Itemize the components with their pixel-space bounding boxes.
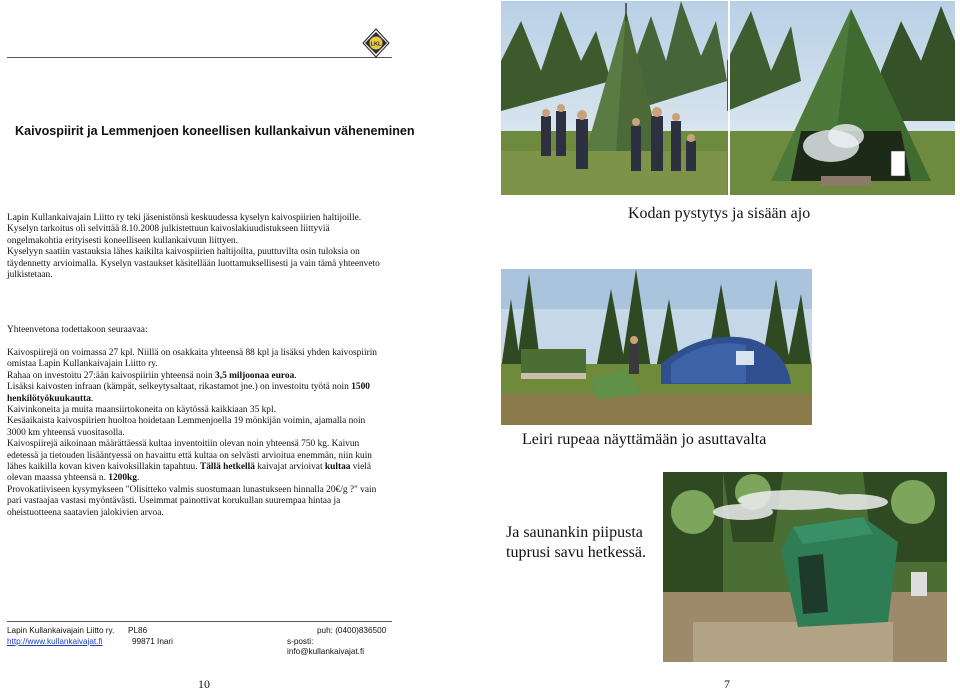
- summary-heading: Yhteenvetona todettakoon seuraavaa:: [7, 325, 148, 335]
- summary-line: Lisäksi kaivosten infraan (kämpät, selkeytysaltaat, rikastamot jne.) on investoitu työtä noin 1500: [7, 382, 370, 393]
- summary-line: Kaivospiirejä aikoinaan määrättäessä kultaa inventoitiin olevan noin yhteensä 750 kg. Kaivun: [7, 439, 360, 450]
- intro-line: Lapin Kullankaivajain Liitto ry teki jäsenistönsä keskuudessa kyselyn kaivospiirien haltijoille.: [7, 213, 362, 223]
- summary-line: Kesäaikaista kaivospiirien huoltoa hoidetaan Lemmenjoella 19 mönkijän voimin, ajamalla noin: [7, 416, 366, 427]
- summary-line: Rahaa on investoitu 27:ään kaivospiiriin yhteensä noin 3,5 miljoonaa euroa.: [7, 370, 297, 381]
- left-page: [0, 0, 480, 691]
- intro-line: täydennetty arvioimalla. Kyselyn vastaukset käsitellään luottamuksellisesti ja vain tämä yhteenveto: [7, 258, 380, 269]
- caption-sauna-line: Ja saunankin piipusta: [506, 524, 643, 541]
- footer-org: Lapin Kullankaivajain Liitto ry.: [7, 626, 115, 635]
- intro-line: Kyselyyn saatiin vastauksia lähes kaikilta kaivospiirien haltijoilta, puuttuvilta osin tuloksia on: [7, 247, 360, 258]
- summary-line: olevan maassa yhteensä n. 1200kg.: [7, 473, 140, 484]
- summary-body: [7, 348, 392, 519]
- caption-sauna: [504, 522, 648, 564]
- photo-camp: [501, 269, 812, 425]
- footer-phone: puh: (0400)836500: [317, 626, 387, 635]
- page-footer: [7, 626, 392, 656]
- page-number-right: 7: [724, 677, 730, 691]
- article-title: Kaivospiirit ja Lemmenjoen koneellisen kullankaivun väheneminen: [15, 124, 415, 138]
- lkl-logo: [362, 28, 390, 58]
- summary-line: Kaivospiirejä on voimassa 27 kpl. Niillä on osakkaita yhteensä 88 kpl ja lisäksi yhden kaivospiirin: [7, 348, 377, 358]
- intro-line: ongelmakohtia erityisesti koneelliseen kullankaivuun liittyen.: [7, 235, 238, 246]
- right-page: [480, 0, 960, 691]
- intro-line: julkistetaan.: [7, 270, 53, 281]
- photo-sauna: [663, 472, 947, 662]
- summary-line: henkilötyökuukautta.: [7, 393, 94, 404]
- summary-line: Kaivinkoneita ja muita maansiirtokoneita on käytössä kaikkiaan 35 kpl.: [7, 405, 276, 416]
- caption-sauna-line: tuprusi savu hetkessä.: [506, 544, 646, 561]
- summary-line: omistaa Lapin Kullankaivajain Liitto ry.: [7, 359, 158, 370]
- page-number-left: 10: [198, 677, 210, 691]
- summary-line: Provokatiiviseen kysymykseen "Olisitteko valmis suostumaan lunastukseen hinnalla 20€/g ?" vain: [7, 484, 377, 495]
- summary-line: lähes kaikilla kovan kiven kaivoksillakin tapahtuu. Tällä hetkellä kaivajat arvioivat kultaa vielä: [7, 462, 372, 473]
- footer-po-box: PL86: [128, 626, 148, 635]
- footer-website-link[interactable]: http://www.kullankaivajat.fi: [7, 636, 103, 646]
- intro-line: Kyselyn tarkoitus oli selvittää 8.10.2008 julkistettuun kaivoslakiuudistukseen liittyviä: [7, 224, 330, 235]
- summary-line: pari vastaajaa vastasi myöntävästi. Useimmat painottivat korukullan suurempaa hintaa ja: [7, 496, 341, 507]
- header-rule: [7, 57, 392, 58]
- summary-line: edetessä ja tietouden lisääntyessä on havaittu että kultaa on selvästi arvioitua enemmän, niin kuin: [7, 450, 372, 461]
- caption-tent-raising: Kodan pystytys ja sisään ajo: [628, 205, 811, 222]
- svg-text:LKL: LKL: [370, 41, 382, 48]
- footer-rule: [7, 621, 392, 622]
- intro-paragraph: [7, 213, 392, 281]
- summary-line: 3000 km yhteensä vuositasolla.: [7, 427, 125, 438]
- footer-email: s-posti: info@kullankaivajat.fi: [287, 636, 365, 656]
- summary-line: oheistuotteena saatavien jalokivien arvoa.: [7, 507, 164, 518]
- photo-tent-raising: [501, 1, 955, 195]
- footer-postcode: 99871 Inari: [132, 636, 173, 646]
- caption-camp: Leiri rupeaa näyttämään jo asuttavalta: [522, 431, 767, 448]
